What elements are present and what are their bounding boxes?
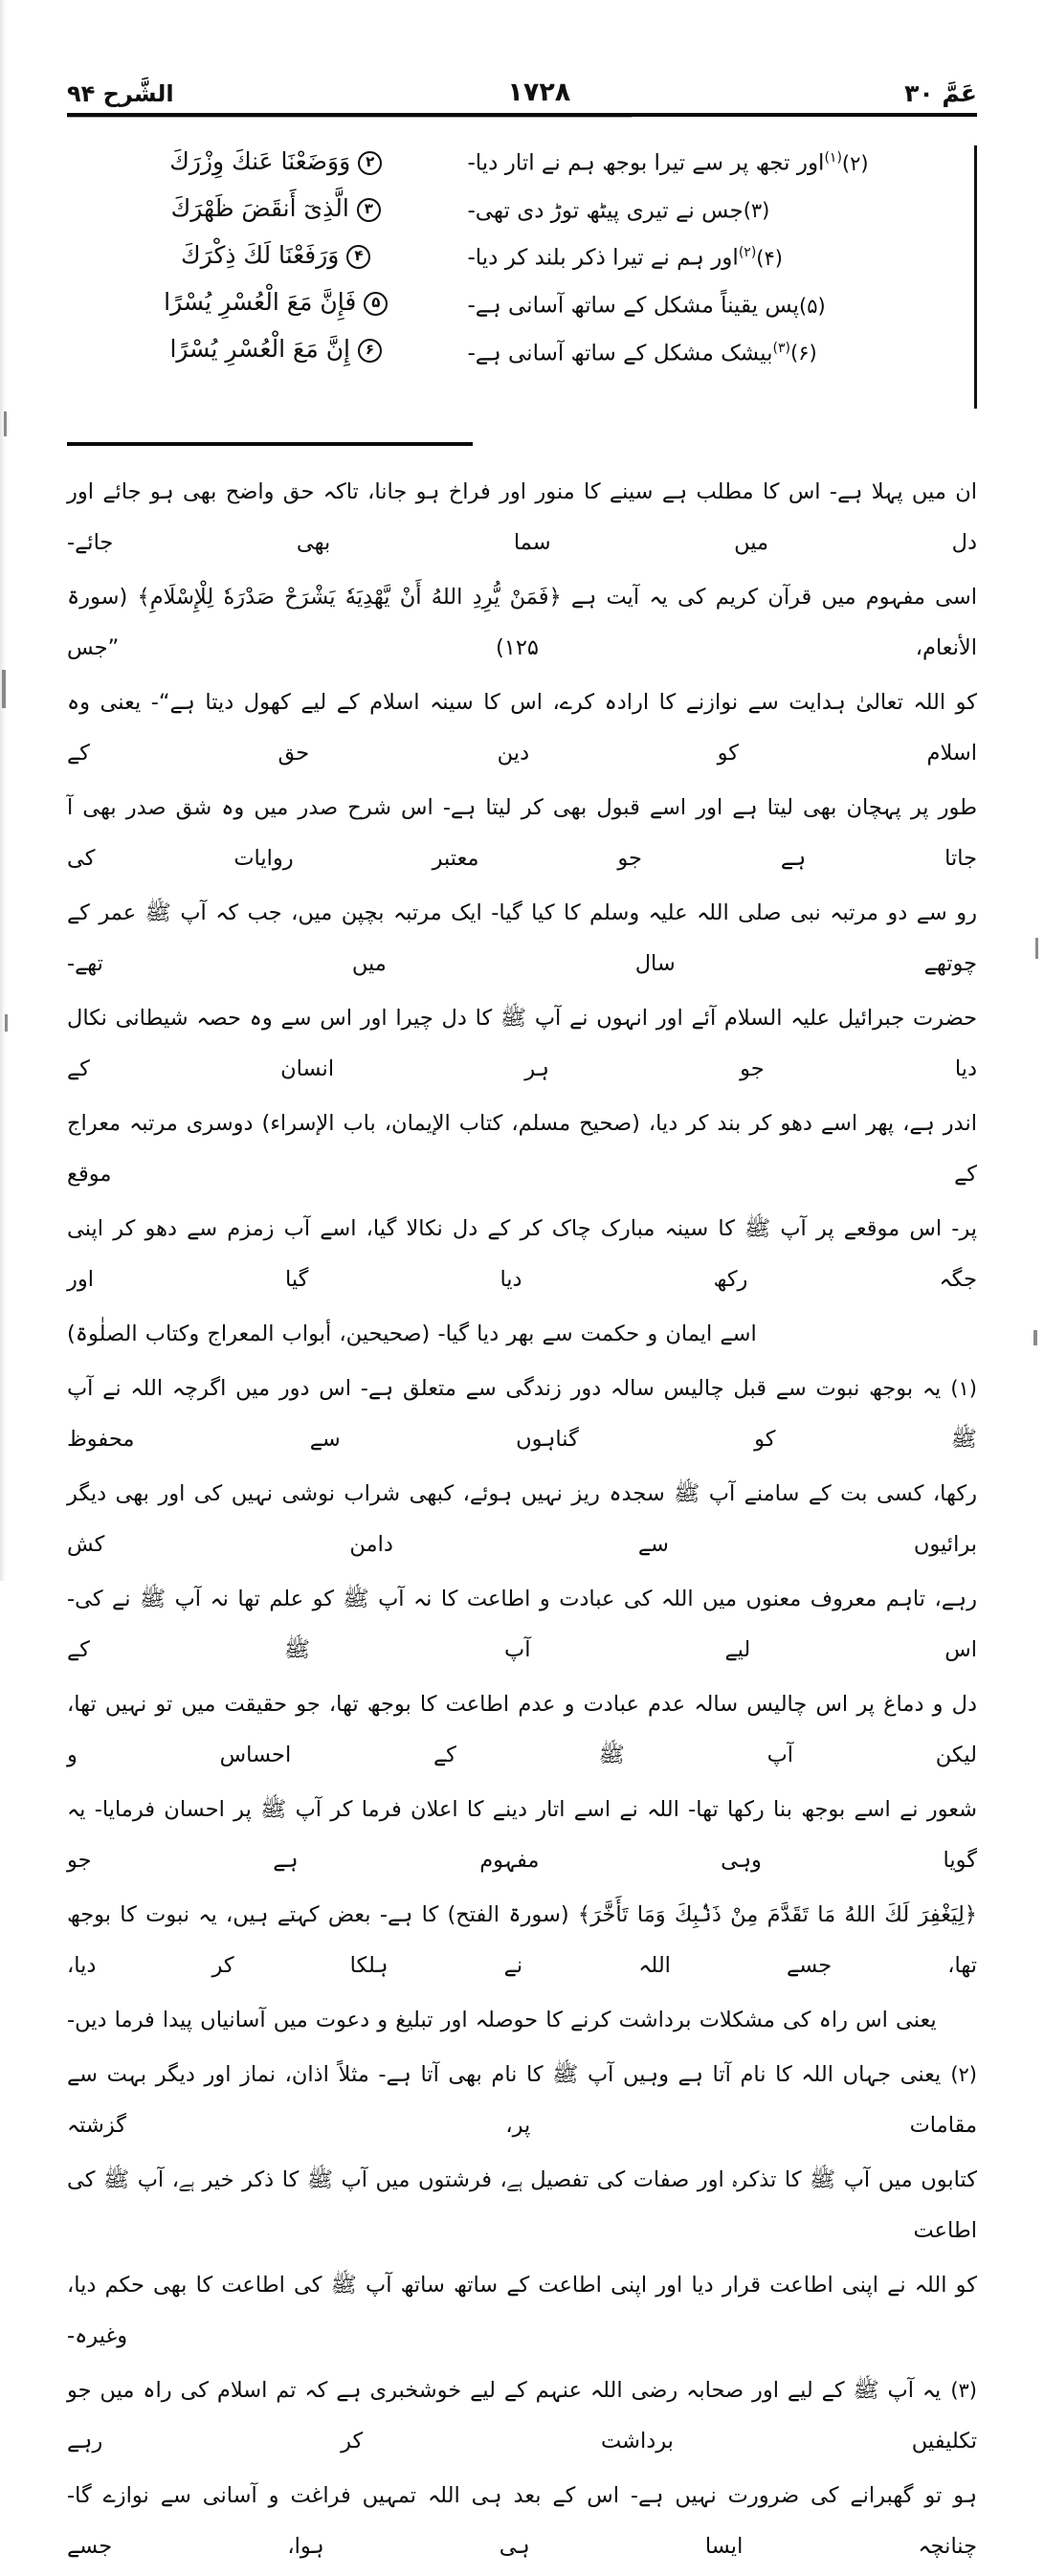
ayah-number: ۶ — [358, 339, 382, 363]
urdu-translation-line — [467, 294, 953, 318]
urdu-translation-line — [467, 246, 953, 270]
header-surah-name-left: الشَّرح ۹۴ — [67, 80, 174, 107]
footnote-2-marker: (۲) — [950, 2063, 977, 2086]
urdu-translation-line — [467, 151, 953, 175]
arabic-verse-line — [84, 196, 467, 222]
commentary-line: ان میں پہلا ہے- اس کا مطلب ہے سینے کا منور اور فراخ ہو جانا، تاکہ حق واضح بھی ہو جائے اور دل میں سما بھی جائے- — [67, 479, 977, 555]
body-divider-rule — [67, 442, 473, 446]
urdu-translation-text: جس نے تیری پیٹھ توڑ دی تھی- — [467, 198, 744, 224]
arabic-verse-column — [67, 145, 467, 409]
urdu-translation-line — [467, 342, 953, 366]
footnote-1-marker: (۱) — [950, 1377, 977, 1400]
arabic-verse-text: وَرَفَعْنَا لَكَ ذِكْرَكَ — [181, 241, 340, 269]
arabic-verse-line — [84, 243, 467, 269]
footnote-3-text: یہ آپ ﷺ کے لیے اور صحابہ رضی اللہ عنہم کے لیے خوشخبری ہے کہ تم اسلام کی راہ میں جو تکلیفیں برداشت کر رہے — [67, 2378, 977, 2454]
commentary-line: پر- اس موقعے پر آپ ﷺ کا سینہ مبارک چاک کر کے دل نکالا گیا، اسے آب زمزم سے دھو کر اپنی جگہ رکھ دیا گیا اور — [67, 1216, 977, 1292]
commentary-line: اندر ہے، پھر اسے دھو کر بند کر دیا، (صحیح مسلم، کتاب الإیمان، باب الإسراء) دوسری مرتبہ معراج کے موقع — [67, 1111, 977, 1187]
footnote-1-line: دل و دماغ پر اس چالیس سالہ عدم عبادت و عدم اطاعت کا بوجھ تھا، جو حقیقت میں تو نہیں تھا، لیکن آپ ﷺ کے احساس و — [67, 1692, 977, 1767]
urdu-translation-text: پس یقیناً مشکل کے ساتھ آسانی ہے- — [467, 293, 800, 319]
verse-translation-block — [67, 145, 977, 409]
translation-verse-number: (۲) — [841, 151, 869, 175]
footnote-2-text: یعنی جہاں اللہ کا نام آتا ہے وہیں آپ ﷺ کا نام بھی آتا ہے- مثلاً اذان، نماز اور دیگر بہت سے مقامات پر، گزشتہ — [67, 2062, 977, 2138]
arabic-verse-text: وَوَضَعْنَا عَنكَ وِزْرَكَ — [169, 147, 351, 175]
footnote-1-line: رکھا، کسی بت کے سامنے آپ ﷺ سجدہ ریز نہیں ہوئے، کبھی شراب نوشی نہیں کی اور بھی دیگر برائیوں سے دامن کش — [67, 1481, 977, 1557]
footnote-1-text: یہ بوجھ نبوت سے قبل چالیس سالہ دور زندگی سے متعلق ہے- اس دور میں اگرچہ اللہ نے آپ ﷺ کو گناہوں سے محفوظ — [67, 1376, 977, 1452]
header-divider-rule — [67, 113, 977, 117]
footnote-2-line: کتابوں میں آپ ﷺ کا تذکرہ اور صفات کی تفصیل ہے، فرشتوں میں آپ ﷺ کا ذکر خیر ہے، آپ ﷺ کی اطاعت — [67, 2167, 977, 2243]
scan-edge-artifact — [0, 0, 6, 1581]
header-surah-part-right: عَمَّ ۳۰ — [904, 79, 977, 107]
translation-verse-number: (۶) — [790, 342, 817, 366]
footnote-3-marker: (۳) — [950, 2379, 977, 2402]
footnote-2-line: کو اللہ نے اپنی اطاعت قرار دیا اور اپنی اطاعت کے ساتھ ساتھ آپ ﷺ کی اطاعت کا بھی حکم دیا، وغیرہ- — [67, 2273, 977, 2348]
urdu-translation-text: اور ہم نے تیرا ذکر بلند کر دیا- — [467, 245, 739, 271]
scan-speck — [1035, 938, 1038, 959]
footnote-1-line: یعنی اس راہ کی مشکلات برداشت کرنے کا حوصلہ اور تبلیغ و دعوت میں آسانیاں پیدا فرما دیں- — [67, 2008, 937, 2032]
footnote-2-first-line — [67, 2050, 977, 2151]
commentary-line: طور پر پہچان بھی لیتا ہے اور اسے قبول بھی کر لیتا ہے- اس شرح صدر میں وہ شق صدر بھی آ جاتا ہے جو معتبر روایات کی — [67, 795, 977, 871]
commentary-body — [67, 467, 977, 2576]
commentary-line-hadith-source: اسے ایمان و حکمت سے بھر دیا گیا- (صحیحین، أبواب المعراج وکتاب الصلٰوۃ) — [67, 1321, 757, 1346]
arabic-verse-line — [84, 337, 467, 363]
urdu-translation-text: اور تجھ پر سے تیرا بوجھ ہم نے اتار دیا- — [467, 150, 825, 176]
arabic-verse-line — [84, 290, 467, 316]
arabic-verse-text: الَّذِىٓ أَنقَضَ ظَهْرَكَ — [170, 194, 349, 222]
urdu-translation-line — [467, 199, 953, 223]
scan-speck — [2, 670, 6, 708]
running-header — [67, 63, 977, 105]
footnote-ref: (۳) — [772, 340, 790, 356]
ayah-number: ۵ — [364, 292, 388, 316]
ayah-number: ۴ — [346, 245, 370, 269]
footnote-1-line: رہے، تاہم معروف معنوں میں اللہ کی عبادت و اطاعت کا نہ آپ ﷺ کو علم تھا نہ آپ ﷺ نے کی- اس لیے آپ ﷺ کے — [67, 1587, 977, 1662]
urdu-translation-column — [467, 145, 977, 409]
arabic-verse-text: إِنَّ مَعَ الْعُسْرِ يُسْرًا — [169, 335, 350, 363]
commentary-line: کو اللہ تعالیٰ ہدایت سے نوازنے کا ارادہ کرے، اس کا سینہ اسلام کے لیے کھول دیتا ہے“- یعنی وہ اسلام کو دین حق کے — [67, 690, 977, 766]
translation-verse-number: (۴) — [756, 246, 783, 270]
footnote-1-line: شعور نے اسے بوجھ بنا رکھا تھا- اللہ نے اسے اتار دینے کا اعلان فرما کر آپ ﷺ پر احسان فرمایا- یہ گویا وہی مفہوم ہے جو — [67, 1797, 977, 1873]
footnote-ref: (۱) — [824, 150, 842, 166]
footnote-1-line-quran: ﴿لِيَغْفِرَ لَكَ اللهُ مَا تَقَدَّمَ مِنْ ذَنْۢبِكَ وَمَا تَأَخَّرَ﴾ (سورۃ الفتح) کا ہے- بعض کہتے ہیں، یہ نبوت کا بوجھ تھا، جسے اللہ نے ہلکا کر دیا، — [67, 1902, 977, 1978]
ayah-number: ۲ — [358, 151, 382, 175]
footnote-1-first-line — [67, 1364, 977, 1465]
ayah-number: ۳ — [357, 198, 381, 222]
translation-verse-number: (۳) — [743, 199, 770, 223]
scan-speck — [1033, 1330, 1037, 1345]
footnote-3-first-line — [67, 2365, 977, 2467]
scan-speck — [5, 1014, 8, 1032]
commentary-line: حضرت جبرائیل علیہ السلام آئے اور انہوں نے آپ ﷺ کا دل چیرا اور اس سے وہ حصہ شیطانی نکال دیا جو ہر انسان کے — [67, 1006, 977, 1081]
commentary-line: رو سے دو مرتبہ نبی صلی اللہ علیہ وسلم کا کیا گیا- ایک مرتبہ بچپن میں، جب کہ آپ ﷺ عمر کے چوتھے سال میں تھے- — [67, 900, 977, 976]
translation-verse-number: (۵) — [799, 294, 826, 318]
commentary-line: اسی مفہوم میں قرآن کریم کی یہ آیت ہے ﴿فَمَنْ يُّرِدِ اللهُ أَنْ يَّهْدِيَهٗ يَشْرَحْ صَدْرَهٗ لِلْإِسْلَامِ﴾ (سورۃ الأنعام، ۱۲۵) ”جس — [67, 585, 978, 660]
scan-speck — [4, 411, 7, 436]
footnote-ref: (۲) — [738, 245, 757, 261]
page-number: ۱۷۲۸ — [507, 78, 571, 107]
urdu-translation-text: بیشک مشکل کے ساتھ آسانی ہے- — [467, 341, 773, 366]
arabic-verse-text: فَإِنَّ مَعَ الْعُسْرِ يُسْرًا — [164, 288, 357, 316]
arabic-verse-line — [84, 149, 467, 175]
footnote-3-line: ہو تو گھبرانے کی ضرورت نہیں ہے- اس کے بعد ہی اللہ تمہیں فراغت و آسانی سے نوازے گا- چنانچہ ایسا ہی ہوا، جسے — [67, 2483, 977, 2559]
